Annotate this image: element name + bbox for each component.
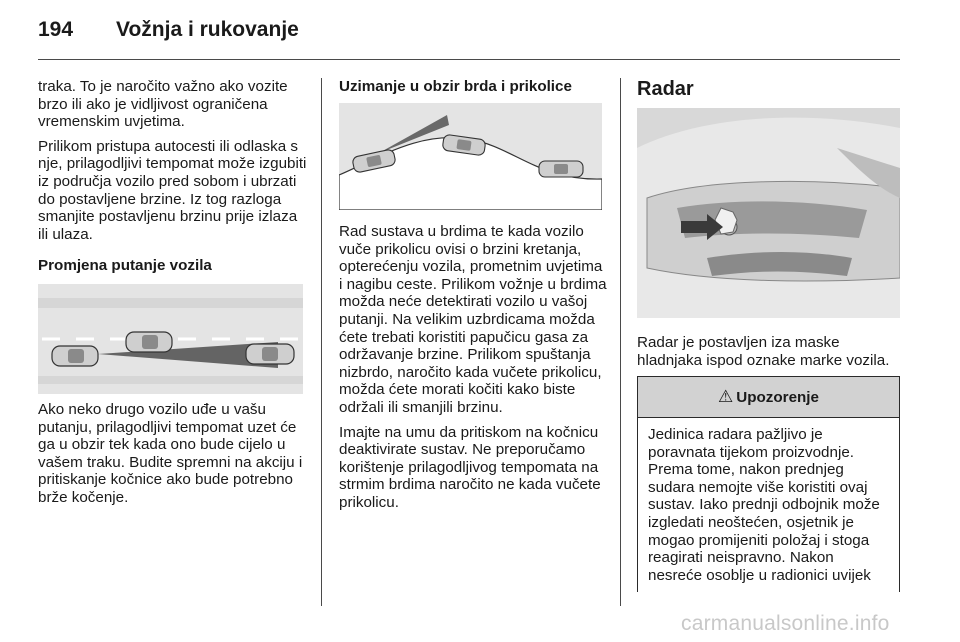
warning-box [637,376,900,592]
column-1-lower [38,401,310,514]
page-number: 194 [38,18,74,41]
section-heading: Radar [637,78,694,100]
paragraph: Imajte na umu da pritiskom na kočnicu deaktivirate sustav. Ne preporučamo korištenje prilagodljivog tempomata na strmim brdima naročito ne kada vučete prikolicu. [339,423,601,511]
hills-illustration [339,103,602,210]
warning-text: Jedinica radara pažljivo je poravnata tijekom proizvodnje. Prema tome, nakon prednjeg sudara nemojte više koristiti ovaj sustav. Iako prednji odbojnik može izgledati neoštećen, osjetnik je mogao promijeniti položaj i stoga reagirati neispravno. Nakon nesreće osoblje u radionici uvijek [648,426,880,584]
column-divider [620,78,621,606]
watermark: carmanualsonline.info [681,612,890,635]
paragraph: Rad sustava u brdima te kada vozilo vuče prikolicu ovisi o brzini kretanja, opterećenju vozila, prometnim uvjetima i nagibu ceste. Prilikom vožnje u brdima možda neće detektirati vozilo u vašoj putanji. Na velikim uzbrdicama možda ćete trebati koristiti papučicu gasa za održavanje brzine. Prilikom spuštanja nizbrdo, naročito kada vučete prikolicu, možda ćete morati kočiti kako biste održali ili smanjili brzinu. [339,223,607,416]
column-1 [38,78,310,275]
header-rule [38,59,900,60]
page-title: Vožnja i rukovanje [116,18,299,41]
column-2-body [339,223,607,519]
warning-header [638,377,899,418]
warning-triangle-icon: ⚠ [718,387,734,406]
column-3-body [637,334,903,376]
lane-change-illustration [38,284,303,394]
warning-title: Upozorenje [736,388,819,406]
page-header [38,18,900,58]
column-divider [321,78,322,606]
column-3 [637,78,903,100]
column-2 [339,78,607,96]
paragraph: traka. To je naročito važno ako vozite brzo ili ako je vidljivost ograničena vremenskim uvjetima. [38,78,288,131]
paragraph: Ako neko drugo vozilo uđe u vašu putanju, prilagodljivi tempomat uzet će ga u obzir tek kada ono bude cijelo u vašem traku. Budite spremni na akciju i pritiskanje kočnice ako bude potrebno brže kočenje. [38,401,303,506]
paragraph: Radar je postavljen iza maske hladnjaka ispod oznake marke vozila. [637,334,890,369]
radar-location-photo [637,108,900,318]
section-heading: Uzimanje u obzir brda i prikolice [339,78,572,95]
paragraph: Prilikom pristupa autocesti ili odlaska s nje, prilagodljivi tempomat može izgubiti iz područja vozilo pred sobom i ubrzati do postavljene brzine. Iz tog razloga smanjite postavljenu brzinu prije izlaza ili ulaza. [38,137,307,243]
section-heading: Promjena putanje vozila [38,257,212,275]
